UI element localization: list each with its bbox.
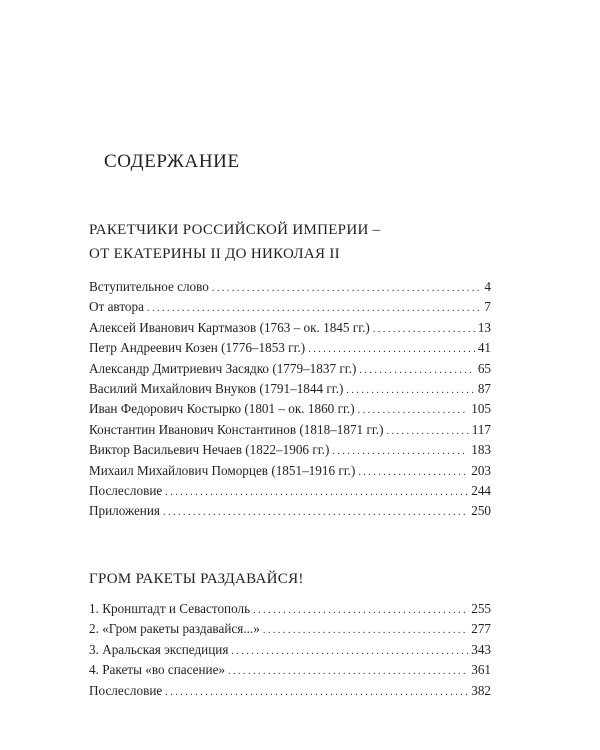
toc-entry[interactable] bbox=[89, 619, 491, 639]
toc-entry-label: 2. «Гром ракеты раздавайся...» bbox=[89, 621, 260, 637]
dot-leader bbox=[358, 399, 469, 421]
section-title-line: ОТ ЕКАТЕРИНЫ II ДО НИКОЛАЯ II bbox=[89, 246, 340, 262]
toc-entry[interactable] bbox=[89, 318, 491, 338]
section-title bbox=[89, 567, 509, 591]
toc-entry-label: От автора bbox=[89, 299, 144, 315]
page-title: СОДЕРЖАНИЕ bbox=[104, 151, 240, 172]
dot-leader bbox=[332, 440, 468, 462]
toc-entry-page: 343 bbox=[471, 641, 491, 657]
dot-leader bbox=[373, 318, 475, 340]
toc-entry-label: Константин Иванович Константинов (1818–1871 гг.) bbox=[89, 421, 384, 437]
toc-entry-label: 1. Кронштадт и Севастополь bbox=[89, 601, 251, 616]
toc-entry-page: 183 bbox=[471, 442, 491, 458]
dot-leader bbox=[358, 461, 468, 483]
toc-entry[interactable] bbox=[89, 399, 491, 419]
toc-list bbox=[89, 277, 491, 522]
section-title bbox=[89, 218, 509, 266]
dot-leader bbox=[308, 338, 475, 360]
toc-entry-label: Алексей Иванович Картмазов (1763 – ок. 1845 гг.) bbox=[89, 319, 370, 335]
toc-entry-page: 7 bbox=[484, 299, 491, 315]
toc-entry[interactable] bbox=[89, 338, 491, 358]
dot-leader bbox=[212, 277, 482, 299]
toc-entry[interactable] bbox=[89, 640, 491, 660]
toc-entry[interactable] bbox=[89, 297, 491, 317]
toc-entry-label: 3. Аральская экспедиция bbox=[89, 641, 229, 657]
toc-entry[interactable] bbox=[89, 660, 491, 680]
toc-entry-page: 361 bbox=[471, 662, 491, 678]
toc-entry-page: 4 bbox=[484, 279, 491, 294]
dot-leader bbox=[263, 619, 468, 641]
toc-entry-page: 382 bbox=[471, 682, 491, 698]
toc-entry-label: Послесловие bbox=[89, 682, 163, 698]
toc-entry-page: 105 bbox=[471, 401, 491, 417]
toc-entry[interactable] bbox=[89, 359, 491, 379]
toc-entry-page: 203 bbox=[471, 462, 491, 478]
toc-list bbox=[89, 599, 491, 701]
toc-entry-page: 117 bbox=[471, 421, 491, 437]
toc-entry-page: 87 bbox=[477, 380, 491, 396]
dot-leader bbox=[359, 359, 474, 381]
toc-entry-label: Михаил Михайлович Поморцев (1851–1916 гг.) bbox=[89, 462, 356, 478]
toc-entry-page: 244 bbox=[471, 482, 491, 498]
toc-entry-label: Василий Михайлович Внуков (1791–1844 гг.) bbox=[89, 380, 344, 396]
toc-entry[interactable] bbox=[89, 481, 491, 501]
toc-entry-label: Александр Дмитриевич Засядко (1779–1837 гг.) bbox=[89, 360, 357, 376]
toc-entry-label: Вступительное слово bbox=[89, 279, 209, 294]
dot-leader bbox=[147, 297, 481, 319]
dot-leader bbox=[163, 501, 468, 523]
dot-leader bbox=[253, 599, 468, 621]
toc-entry-label: Приложения bbox=[89, 503, 160, 519]
dot-leader bbox=[346, 379, 474, 401]
dot-leader bbox=[228, 660, 468, 682]
toc-entry[interactable] bbox=[89, 420, 491, 440]
toc-entry-label: Иван Федорович Костырко (1801 – ок. 1860 гг.) bbox=[89, 401, 355, 417]
section-title-line: ГРОМ РАКЕТЫ РАЗДАВАЙСЯ! bbox=[89, 571, 304, 587]
dot-leader bbox=[231, 640, 468, 662]
toc-entry-label: Петр Андреевич Козен (1776–1853 гг.) bbox=[89, 340, 306, 356]
toc-entry[interactable] bbox=[89, 277, 491, 297]
toc-entry[interactable] bbox=[89, 681, 491, 701]
toc-entry-page: 41 bbox=[477, 340, 491, 356]
dot-leader bbox=[386, 420, 468, 442]
toc-entry-page: 250 bbox=[471, 503, 491, 519]
toc-entry-label: Виктор Васильевич Нечаев (1822–1906 гг.) bbox=[89, 442, 330, 458]
toc-entry[interactable] bbox=[89, 501, 491, 521]
toc-entry-page: 255 bbox=[471, 601, 491, 616]
toc-entry-label: Послесловие bbox=[89, 482, 163, 498]
toc-entry-page: 65 bbox=[477, 360, 491, 376]
toc-entry[interactable] bbox=[89, 461, 491, 481]
toc-entry-page: 13 bbox=[477, 319, 491, 335]
toc-entry[interactable] bbox=[89, 440, 491, 460]
dot-leader bbox=[165, 681, 468, 703]
section-title-line: РАКЕТЧИКИ РОССИЙСКОЙ ИМПЕРИИ – bbox=[89, 222, 381, 238]
toc-entry-page: 277 bbox=[471, 621, 491, 637]
toc-entry-label: 4. Ракеты «во спасение» bbox=[89, 662, 226, 678]
toc-entry[interactable] bbox=[89, 379, 491, 399]
toc-entry[interactable] bbox=[89, 599, 491, 619]
dot-leader bbox=[165, 481, 468, 503]
